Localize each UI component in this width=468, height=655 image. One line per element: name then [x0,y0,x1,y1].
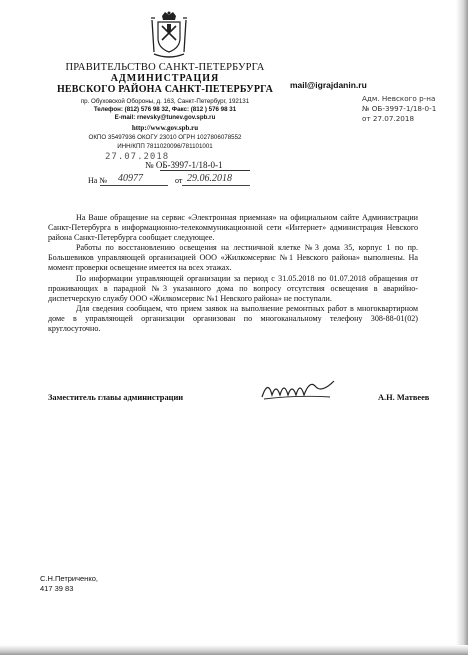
website-link[interactable]: http://www.gov.spb.ru [131,124,199,132]
page-edge-shadow-bottom [0,645,468,655]
stamp-line-1: Адм. Невского р-на [362,94,436,103]
incoming-label: На № [88,176,107,185]
page-edge-shadow [456,0,468,655]
paragraph-4: Для сведения сообщаем, что прием заявок на выполнение ремонтных работ в многоквартирном доме в управляющей организации организован по многоканальному телефону 308-88-01(02) круглосуточно. [48,303,418,334]
letter-body [48,213,418,334]
handwritten-signature [258,375,338,405]
stamp-line-2: № ОБ-3997-1/18-0-1 [362,104,437,113]
header-email: E-mail: rnevsky@tunev.gov.spb.ru [114,114,216,121]
outgoing-number [145,160,223,170]
government-title: ПРАВИТЕЛЬСТВО САНКТ-ПЕТЕРБУРГА [65,62,265,73]
district-title: НЕВСКОГО РАЙОНА САНКТ-ПЕТЕРБУРГА [56,84,274,95]
administration-title: АДМИНИСТРАЦИЯ [110,73,220,84]
coat-of-arms-emblem [148,10,190,60]
incoming-number-line [100,185,168,186]
incoming-number: 40977 [118,173,143,184]
paragraph-2: Работы по восстановлению освещения на лестничной клетке №3 дома 35, корпус 1 по пр. Большевиков управляющей организацией ООО «Жилкомсервис №1 Невского района» выполнены. На момент проверки освещение имеется на всех этажах. [48,243,418,273]
paragraph-1: На Ваше обращение на сервис «Электронная приемная» на официальном сайте Администрации Санкт-Петербурга в информационно-телекоммуникационной сети «Интернет» администрация Невского района Санкт-Петербурга сообщает следующее. [48,213,418,243]
registration-date: 27.07.2018 [105,152,170,162]
number-underline [160,170,250,171]
phone-fax: Телефон: (812) 576 98 32, Факс: (812 ) 576 98 31 [93,106,237,113]
incoming-date: 29.06.2018 [187,173,232,184]
recipient-email[interactable]: mail@igrajdanin.ru [290,80,367,90]
signatory-name: А.Н. Матвеев [378,393,430,402]
incoming-date-line [182,185,250,186]
stamp-line-3: от 27.07.2018 [362,114,415,123]
okpo-codes: ОКПО 35497936 ОКОГУ 23010 ОГРН 1027806078552 [88,134,242,141]
postal-address: пр. Обуховской Обороны, д. 163, Санкт-Петербург, 192131 [80,98,250,105]
inn-kpp: ИНН/КПП 7811020096/781101001 [117,143,213,150]
executor-name: С.Н.Петриченко, [40,574,98,583]
from-label: от [175,176,183,185]
number-symbol: № [145,160,154,170]
signatory-title: Заместитель главы администрации [48,393,184,402]
paragraph-3: По информации управляющей организации за период с 31.05.2018 по 01.07.2018 обращения от проживающих в парадной №3 указанного дома по вопросу отсутствия освещения в аварийно-диспетчерскую службу ООО «Жилкомсервис №1 Невского района» не поступали. [48,273,418,303]
executor-phone: 417 39 83 [40,584,74,593]
outgoing-number-value: ОБ-3997-1/18-0-1 [155,160,223,170]
registration-stamp [362,94,436,124]
